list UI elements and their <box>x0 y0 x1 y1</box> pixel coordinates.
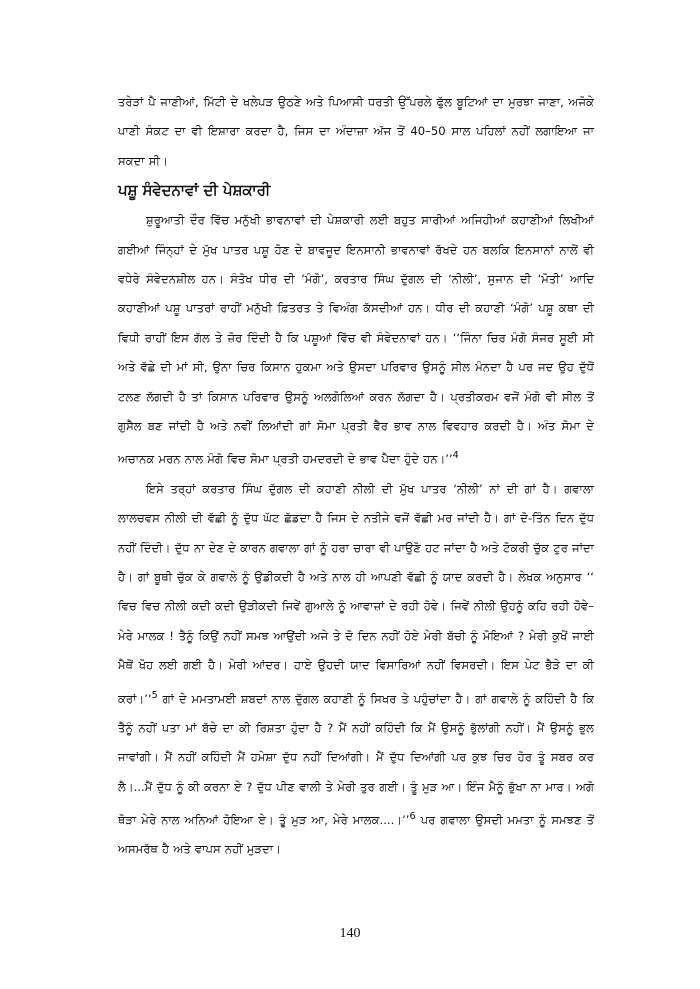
paragraph-1-text: ਸ਼ੁਰੂਆਤੀ ਦੌਰ ਵਿੱਚ ਮਨੁੱਖੀ ਭਾਵਨਾਵਾਂ ਦੀ ਪੇਸ਼ਕਾਰੀ ਲਈ ਬਹੁਤ ਸਾਰੀਆਂ ਅਜਿਹੀਆਂ ਕਹਾਣੀਆਂ ਲਿਖੀਆਂ ਗਈਆਂ ਜਿੰਨ੍ਹਾਂ ਦੇ ਮੁੱਖ ਪਾਤਰ ਪਸ਼ੂ ਹੋਣ ਦੇ ਬਾਵਜੂਦ ਇਨਸਾਨੀ ਭਾਵਨਾਵਾਂ ਰੱਖਦੇ ਹਨ ਬਲਕਿ ਇਨਸਾਨਾਂ ਨਾਲੋਂ ਵੀ ਵਧੇਰੇ ਸੰਵੇਦਨਸ਼ੀਲ ਹਨ। ਸੰਤੋਖ ਧੀਰ ਦੀ ‘ਮੰਗੋ’, ਕਰਤਾਰ ਸਿੰਘ ਦੁੱਗਲ ਦੀ ‘ਨੀਲੀ’, ਸੁਜਾਨ ਦੀ ‘ਮੋਤੀ’ ਆਦਿ ਕਹਾਣੀਆਂ ਪਸ਼ੂ ਪਾਤਰਾਂ ਰਾਹੀਂ ਮਨੁੱਖੀ ਫ਼ਿਤਰਤ ਤੇ ਵਿਅੰਗ ਕੱਸਦੀਆਂ ਹਨ। ਧੀਰ ਦੀ ਕਹਾਣੀ ‘ਮੰਗੋ’ ਪਸ਼ੂ ਕਥਾ ਦੀ ਵਿਧੀ ਰਾਹੀਂ ਇਸ ਗੱਲ ਤੇ ਜ਼ੋਰ ਦਿੰਦੀ ਹੈ ਕਿ ਪਸ਼ੂਆਂ ਵਿੱਚ ਵੀ ਸੰਵੇਦਨਾਵਾਂ ਹਨ। ‘‘ਜਿੰਨਾ ਚਿਰ ਮੰਗੋ ਸੰਜਰ ਸੂਈ ਸੀ ਅਤੇ ਵੱਛੇ ਦੀ ਮਾਂ ਸੀ, ਉਨਾ ਚਿਰ ਕਿਸਾਨ ਹੁਕਮਾ ਅਤੇ ਉਸਦਾ ਪਰਿਵਾਰ ਉਸਨੂੰ ਸੀਲ ਮੰਨਦਾ ਹੈ ਪਰ ਜਦ ਉਹ ਦੁੱਧੋਂ ਟਲਣ ਲੱਗਦੀ ਹੈ ਤਾਂ ਕਿਸਾਨ ਪਰਿਵਾਰ ਉਸਨੂੰ ਅਲਗੋਲਿਆਂ ਕਰਨ ਲੱਗਦਾ ਹੈ। ਪ੍ਰਤੀਕਰਮ ਵਜੋਂ ਮੰਗੋ ਵੀ ਸੀਲ ਤੋਂ ਗੁਸੈਲ ਬਣ ਜਾਂਦੀ ਹੈ ਅਤੇ ਨਵੀਂ ਲਿਆਂਦੀ ਗਾਂ ਸੋਮਾ ਪ੍ਰਤੀ ਵੈਰ ਭਾਵ ਨਾਲ ਵਿਵਹਾਰ ਕਰਦੀ ਹੈ। ਅੰਤ ਸੋਮਾ ਦੇ ਅਚਾਨਕ ਮਰਨ ਨਾਲ ਮੰਗੋ ਵਿਚ ਸੋਮਾ ਪ੍ਰਤੀ ਹਮਦਰਦੀ ਦੇ ਭਾਵ ਪੈਦਾ ਹੁੰਦੇ ਹਨ।’’ <box>118 213 594 467</box>
page-body <box>118 88 594 865</box>
footnote-ref-6: 6 <box>409 811 416 823</box>
paragraph-1 <box>118 206 594 475</box>
page-number: 140 <box>339 926 361 941</box>
section-heading: ਪਸ਼ੂ ਸੰਵੇਦਨਾਵਾਂ ਦੀ ਪੇਸ਼ਕਾਰੀ <box>118 182 271 200</box>
footnote-ref-5: 5 <box>151 689 158 701</box>
paragraph-2-text-b: ਗਾਂ ਦੇ ਮਮਤਾਮਈ ਸ਼ਬਦਾਂ ਨਾਲ ਦੁੱਗਲ ਕਹਾਣੀ ਨੂੰ ਸਿਖਰ ਤੇ ਪਹੁੰਚਾਂਦਾ ਹੈ। ਗਾਂ ਗਵਾਲੇ ਨੂੰ ਕਹਿੰਦੀ ਹੈ ਕਿ ਤੈਨੂੰ ਨਹੀਂ ਪਤਾ ਮਾਂ ਬੱਚੇ ਦਾ ਕੀ ਰਿਸ਼ਤਾ ਹੁੰਦਾ ਹੈ ? ਮੈਂ ਨਹੀਂ ਕਹਿੰਦੀ ਕਿ ਮੈਂ ਉਸਨੂੰ ਭੁੱਲਾਂਗੀ ਨਹੀਂ। ਮੈਂ ਉਸਨੂੰ ਭੁਲ ਜਾਵਾਂਗੀ। ਮੈਂ ਨਹੀਂ ਕਹਿੰਦੀ ਮੈਂ ਹਮੇਸ਼ਾ ਦੁੱਧ ਨਹੀਂ ਦਿਆਂਗੀ। ਮੈਂ ਦੁੱਧ ਦਿਆਂਗੀ ਪਰ ਕੁਝ ਚਿਰ ਹੋਰ ਤੂੰ ਸਬਰ ਕਰ ਲੈ।...ਮੈਂ ਦੁੱਧ ਨੂੰ ਕੀ ਕਰਨਾ ਏ ? ਦੁੱਧ ਪੀਣ ਵਾਲੀ ਤੇ ਮੇਰੀ ਤੁਰ ਗਈ। ਤੂੰ ਮੁੜ ਆ। ਇੰਜ ਮੈਨੂੰ ਭੁੱਖਾ ਨਾ ਮਾਰ। ਅਗੋ ਥੋੜਾ ਮੇਰੇ ਨਾਲ ਅਨਿਆਂ ਹੋਇਆ ਏ। ਤੂੰ ਮੁੜ ਆ, ਮੇਰੇ ਮਾਲਕ....।’’ <box>118 691 594 827</box>
paragraph-2 <box>118 475 594 865</box>
footnote-ref-4: 4 <box>452 450 459 462</box>
paragraph-2-text-a: ਇਸੇ ਤਰ੍ਹਾਂ ਕਰਤਾਰ ਸਿੰਘ ਦੁੱਗਲ ਦੀ ਕਹਾਣੀ ਨੀਲੀ ਦੀ ਮੁੱਖ ਪਾਤਰ ‘ਨੀਲੀ’ ਨਾਂ ਦੀ ਗਾਂ ਹੈ। ਗਵਾਲਾ ਲਾਲਚਵਸ ਨੀਲੀ ਦੀ ਵੱਛੀ ਨੂੰ ਦੁੱਧ ਘੱਟ ਛੱਡਦਾ ਹੈ ਜਿਸ ਦੇ ਨਤੀਜੇ ਵਜੋਂ ਵੱਛੀ ਮਰ ਜਾਂਦੀ ਹੈ। ਗਾਂ ਦੋ-ਤਿੰਨ ਦਿਨ ਦੁੱਧ ਨਹੀਂ ਦਿੰਦੀ। ਦੁੱਧ ਨਾ ਦੇਣ ਦੇ ਕਾਰਨ ਗਵਾਲਾ ਗਾਂ ਨੂੰ ਹਰਾ ਚਾਰਾ ਵੀ ਪਾਉਣੋ ਹਟ ਜਾਂਦਾ ਹੈ ਅਤੇ ਟੋਕਰੀ ਚੁੱਕ ਟੁਰ ਜਾਂਦਾ ਹੈ। ਗਾਂ ਬੂਥੀ ਚੁੱਕ ਕੇ ਗਵਾਲੇ ਨੂੰ ਉਡੀਕਦੀ ਹੈ ਅਤੇ ਨਾਲ ਹੀ ਆਪਣੀ ਵੱਛੀ ਨੂੰ ਯਾਦ ਕਰਦੀ ਹੈ। ਲੇਖਕ ਅਨੁਸਾਰ ‘‘ ਵਿਚ ਵਿਚ ਨੀਲੀ ਕਦੀ ਕਦੀ ਉੜੀਕਦੀ ਜਿਵੇਂ ਗੁਆਲੇ ਨੂੰ ਆਵਾਜ਼ਾਂ ਦੇ ਰਹੀ ਹੋਵੇ। ਜਿਵੇਂ ਨੀਲੀ ਉਹਨੂੰ ਕਹਿ ਰਹੀ ਹੋਵੇ– ਮੇਰੇ ਮਾਲਕ ! ਤੈਨੂੰ ਕਿਉਂ ਨਹੀਂ ਸਮਝ ਆਉਂਦੀ ਅਜੇ ਤੇ ਦੋ ਦਿਨ ਨਹੀਂ ਹੋਏ ਮੇਰੀ ਬੱਚੀ ਨੂੰ ਮੋਇਆਂ ? ਮੇਰੀ ਕੁਖੋਂ ਜਾਈ ਮੈਥੋਂ ਖੋਹ ਲਈ ਗਈ ਹੈ। ਮੇਰੀ ਆਂਦਰ। ਹਾਏ ਉਹਦੀ ਯਾਦ ਵਿਸਾਰਿਆਂ ਨਹੀਂ ਵਿਸਰਦੀ। ਇਸ ਪੇਟ ਭੈੜੇ ਦਾ ਕੀ ਕਰਾਂ।’’ <box>118 481 594 706</box>
paragraph-intro-text: ਤਰੇੜਾਂ ਪੈ ਜਾਣੀਆਂ, ਮਿੱਟੀ ਦੇ ਖਲੇਪੜ ਉਠਣੇ ਅਤੇ ਪਿਆਸੀ ਧਰਤੀ ਉੱਪਰਲੇ ਫੁੱਲ ਬੂਟਿਆਂ ਦਾ ਮੁਰਝਾ ਜਾਣਾ, ਅਜੋਕੇ ਪਾਣੀ ਸੰਕਟ ਦਾ ਵੀ ਇਸ਼ਾਰਾ ਕਰਦਾ ਹੈ, ਜਿਸ ਦਾ ਅੰਦਾਜ਼ਾ ਅੱਜ ਤੋਂ 40–50 ਸਾਲ ਪਹਿਲਾਂ ਨਹੀਂ ਲਗਾਇਆ ਜਾ ਸਕਦਾ ਸੀ। <box>118 95 594 168</box>
paragraph-intro <box>118 88 594 176</box>
paragraph-2-text-c: ਪਰ ਗਵਾਲਾ ਉਸਦੀ ਮਮਤਾ ਨੂੰ ਸਮਝਣ ਤੋਂ ਅਸਮਰੱਥ ਹੈ ਅਤੇ ਵਾਪਸ ਨਹੀਂ ਮੁੜਦਾ। <box>118 812 595 857</box>
